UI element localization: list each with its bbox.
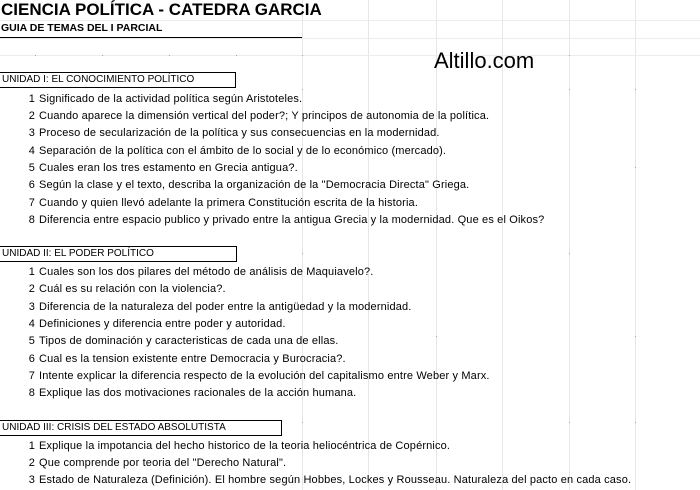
item-number: 2 xyxy=(28,110,35,122)
grid-dot xyxy=(569,253,570,254)
grid-dot xyxy=(569,89,570,90)
item-number: 7 xyxy=(28,370,35,382)
grid-column-line xyxy=(302,0,303,490)
subtitle-underline xyxy=(0,37,302,38)
item-text: Cuales eran los tres estamento en Grecia antigua?. xyxy=(39,162,298,174)
grid-dot xyxy=(35,55,36,56)
grid-dot xyxy=(302,253,303,254)
item-text: Significado de la actividad política según Aristoteles. xyxy=(39,93,303,105)
item-text: Separación de la política con el ámbito de lo social y de lo económico (mercado). xyxy=(39,145,447,157)
grid-column-line xyxy=(635,0,636,490)
grid-dot xyxy=(236,55,237,56)
item-number: 8 xyxy=(28,214,35,226)
grid-dot xyxy=(635,167,636,168)
unit-heading: UNIDAD I: EL CONOCIMIENTO POLÍTICO xyxy=(0,72,236,88)
item-text: Estado de Naturaleza (Definición). El hombre según Hobbes, Lockes y Rousseau. Naturaleza del pacto en cada caso. xyxy=(39,474,632,486)
item-text: Según la clase y el texto, describa la organización de la "Democracia Directa" Griega. xyxy=(39,179,470,191)
item-text: Cuando aparece la dimensión vertical del poder?; Y principos de autonomia de la política. xyxy=(39,110,490,122)
item-text: Explique las dos motivaciones racionales de la acción humana. xyxy=(39,387,357,399)
grid-row-line xyxy=(0,55,700,56)
page-title: CIENCIA POLÍTICA - CATEDRA GARCIA xyxy=(1,0,322,19)
item-number: 1 xyxy=(28,93,35,105)
grid-dot xyxy=(302,422,303,423)
item-number: 5 xyxy=(28,335,35,347)
item-text: Explique la impotancia del hecho historico de la teoria heliocéntrica de Copérnico. xyxy=(39,440,451,452)
item-number: 6 xyxy=(28,179,35,191)
item-text: Diferencia entre espacio publico y privado entre la antigua Grecia y la modernidad. Que es el Oikos? xyxy=(39,214,545,226)
grid-dot xyxy=(102,55,103,56)
grid-column-line xyxy=(569,0,570,490)
item-number: 3 xyxy=(28,127,35,139)
grid-row-line xyxy=(0,38,700,39)
grid-dot xyxy=(436,336,437,337)
item-text: Que comprende por teoria del "Derecho Natural". xyxy=(39,457,287,469)
item-text: Definiciones y diferencia entre poder y autoridad. xyxy=(39,318,286,330)
grid-dot xyxy=(569,55,570,56)
item-text: Proceso de secularización de la política y sus consecuencias en la modernidad. xyxy=(39,127,440,139)
grid-dot xyxy=(302,89,303,90)
item-number: 2 xyxy=(28,283,35,295)
item-number: 3 xyxy=(28,301,35,313)
grid-dot xyxy=(635,336,636,337)
item-number: 4 xyxy=(28,145,35,157)
item-text: Tipos de dominación y caracteristicas de cada una de ellas. xyxy=(39,335,339,347)
item-number: 2 xyxy=(28,457,35,469)
item-text: Cuales son los dos pilares del método de análisis de Maquiavelo?. xyxy=(39,266,374,278)
item-number: 4 xyxy=(28,318,35,330)
item-text: Cual es la tension existente entre Democracia y Burocracia?. xyxy=(39,353,346,365)
item-number: 3 xyxy=(28,474,35,486)
page-subtitle: GUIA DE TEMAS DEL I PARCIAL xyxy=(1,22,163,34)
unit-heading: UNIDAD II: EL PODER POLÍTICO xyxy=(0,246,237,262)
item-number: 6 xyxy=(28,353,35,365)
grid-dot xyxy=(302,55,303,56)
grid-dot xyxy=(569,422,570,423)
item-text: Diferencia de la naturaleza del poder entre la antigüedad y la modernidad. xyxy=(39,301,412,313)
item-text: Intente explicar la diferencia respecto de la evolución del capitalismo entre Weber y Marx. xyxy=(39,370,490,382)
item-number: 8 xyxy=(28,387,35,399)
grid-column-line xyxy=(368,0,369,490)
item-number: 5 xyxy=(28,162,35,174)
item-text: Cuando y quien llevó adelante la primera Constitución escrita de la historia. xyxy=(39,197,419,209)
grid-dot xyxy=(635,89,636,90)
unit-heading: UNIDAD III: CRISIS DEL ESTADO ABSOLUTISTA xyxy=(0,420,282,436)
grid-dot xyxy=(635,422,636,423)
watermark-text: Altillo.com xyxy=(434,48,535,73)
item-text: Cuál es su relación con la violencia?. xyxy=(39,283,226,295)
item-number: 7 xyxy=(28,197,35,209)
item-number: 1 xyxy=(28,266,35,278)
item-number: 1 xyxy=(28,440,35,452)
grid-dot xyxy=(169,55,170,56)
grid-row-line xyxy=(0,20,700,21)
